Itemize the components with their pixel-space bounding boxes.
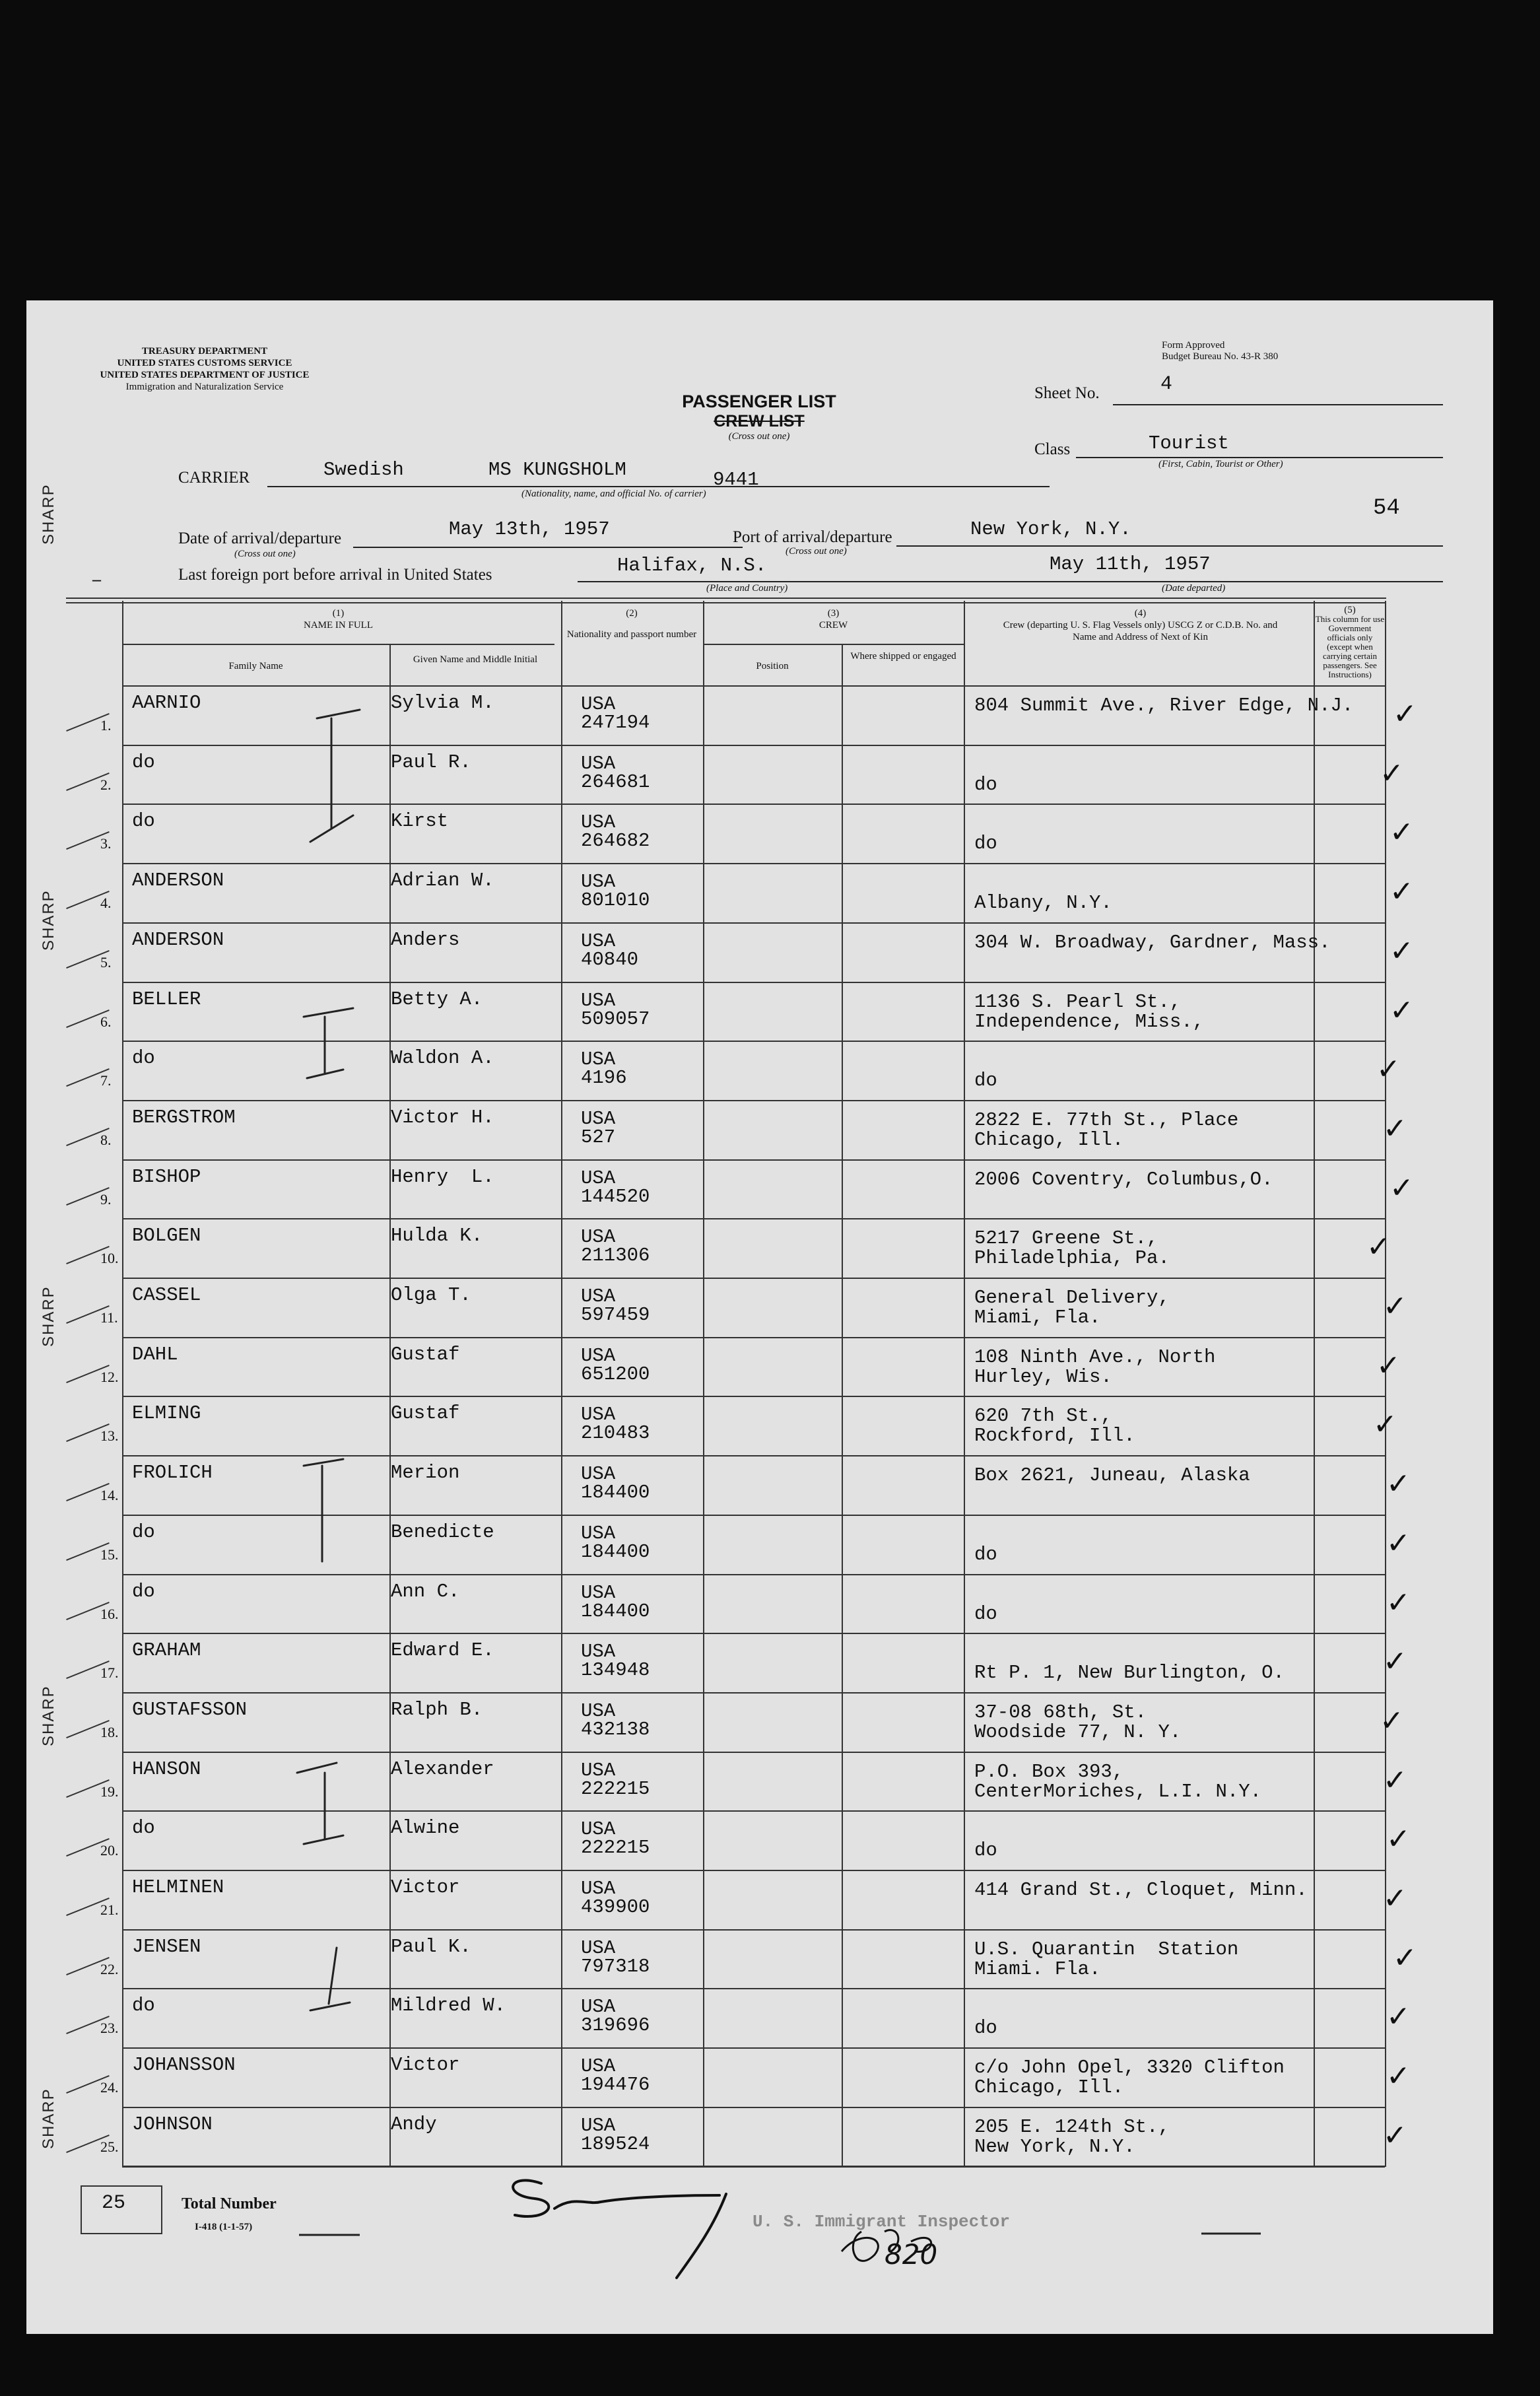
total-number-value: 25 [102, 2192, 126, 2214]
check-mark: ✓ [1389, 875, 1414, 908]
given-name: Sylvia M. [391, 692, 494, 714]
bracket-mark-hanson [297, 1763, 343, 1844]
next-of-kin-address-line-1: P.O. Box 393, [974, 1761, 1124, 1783]
nationality: USA [581, 1878, 616, 1900]
sharp-mark-4: SHARP [40, 1685, 57, 1746]
given-name: Adrian W. [391, 870, 494, 891]
check-mark: ✓ [1366, 1230, 1391, 1264]
row-number: 4. [100, 895, 112, 911]
nationality: USA [581, 1108, 616, 1130]
passport-number: 4196 [581, 1067, 627, 1089]
nationality: USA [581, 2115, 616, 2137]
col2-number: (2) [626, 608, 638, 619]
family-name-header: Family Name [228, 661, 283, 671]
given-name: Ralph B. [391, 1699, 483, 1721]
next-of-kin-address-line-2: Albany, N.Y. [974, 892, 1112, 914]
row-number: 13. [100, 1427, 119, 1444]
nationality: USA [581, 811, 616, 833]
family-name: ANDERSON [132, 929, 224, 951]
class-label: Class [1034, 440, 1071, 458]
agency-line-1: TREASURY DEPARTMENT [141, 346, 268, 357]
check-mark: ✓ [1380, 1704, 1404, 1738]
passport-number: 144520 [581, 1186, 650, 1208]
nationality: USA [581, 1285, 616, 1307]
row-number: 14. [100, 1487, 119, 1503]
nationality: USA [581, 1345, 616, 1367]
nationality: USA [581, 871, 616, 893]
next-of-kin-address-line-1: 2006 Coventry, Columbus,O. [974, 1169, 1273, 1190]
row-number: 10. [100, 1250, 119, 1266]
row-number: 18. [100, 1724, 119, 1740]
passport-number: 211306 [581, 1245, 650, 1266]
passport-number: 184400 [581, 1482, 650, 1503]
inspector-signature [26, 2169, 1493, 2334]
next-of-kin-address-line-1: 414 Grand St., Cloquet, Minn. [974, 1879, 1308, 1901]
col4-title: Crew (departing U. S. Flag Vessels only) USCG Z or C.D.B. No. and Name and Address of Next of Kin [1003, 620, 1278, 642]
passport-number: 184400 [581, 1600, 650, 1622]
row-number: 22. [100, 1961, 119, 1977]
check-mark: ✓ [1389, 815, 1414, 849]
next-of-kin-address-line-1: 108 Ninth Ave., North [974, 1346, 1216, 1368]
sharp-mark-5: SHARP [40, 2088, 57, 2149]
check-mark: ✓ [1386, 1467, 1411, 1501]
passport-number: 40840 [581, 949, 639, 971]
col3-number: (3) [827, 608, 840, 619]
row-number: 1. [100, 717, 112, 734]
bracket-mark-jensen [310, 1948, 350, 2010]
passport-number: 210483 [581, 1422, 650, 1444]
given-name: Benedicte [391, 1521, 494, 1543]
arrival-port-value: New York, N.Y. [970, 518, 1131, 540]
position-header: Position [756, 661, 789, 671]
family-name: JOHANSSON [132, 2054, 236, 2076]
check-mark: ✓ [1383, 1882, 1407, 1915]
next-of-kin-address-line-2: do [974, 2017, 997, 2039]
carrier-ship-name: MS KUNGSHOLM [488, 459, 626, 481]
check-mark: ✓ [1373, 1408, 1397, 1441]
given-name: Alwine [391, 1817, 460, 1839]
check-mark: ✓ [1386, 2000, 1411, 2034]
arrival-date-label: Date of arrival/departure [178, 530, 342, 547]
given-name: Hulda K. [391, 1225, 483, 1247]
passport-number: 432138 [581, 1719, 650, 1740]
given-name-header: Given Name and Middle Initial [413, 654, 538, 665]
passport-number: 509057 [581, 1008, 650, 1030]
departed-date-value: May 11th, 1957 [1050, 553, 1211, 575]
next-of-kin-address-line-2: Rockford, Ill. [974, 1425, 1135, 1447]
next-of-kin-address-line-2: Hurley, Wis. [974, 1366, 1112, 1388]
inspector-stamp: U. S. Immigrant Inspector [753, 2212, 1011, 2232]
next-of-kin-address-line-1: Box 2621, Juneau, Alaska [974, 1464, 1250, 1486]
arrival-port-label: Port of arrival/departure [733, 528, 892, 546]
given-name: Olga T. [391, 1284, 471, 1306]
row-number: 17. [100, 1664, 119, 1681]
family-name: BOLGEN [132, 1225, 201, 1247]
arrival-date-value: May 13th, 1957 [449, 518, 610, 540]
form-number-label: I-418 [195, 2222, 217, 2232]
carrier-nationality: Swedish [323, 459, 404, 481]
agency-line-4: Immigration and Naturalization Service [125, 382, 284, 392]
manifest-sheet [26, 300, 1493, 2334]
agency-line-2: UNITED STATES CUSTOMS SERVICE [117, 358, 292, 368]
nationality: USA [581, 1404, 616, 1425]
row-number: 7. [100, 1072, 112, 1089]
check-mark: ✓ [1376, 1052, 1401, 1086]
given-name: Betty A. [391, 988, 483, 1010]
bracket-mark-frolich [304, 1459, 343, 1561]
passport-number: 134948 [581, 1659, 650, 1681]
passport-number: 319696 [581, 2014, 650, 2036]
next-of-kin-address-line-2: do [974, 1839, 997, 1861]
passport-number: 184400 [581, 1541, 650, 1563]
passport-number: 247194 [581, 712, 650, 734]
class-value: Tourist [1149, 432, 1229, 454]
next-of-kin-address-line-2: do [974, 1544, 997, 1565]
row-number: 23. [100, 2020, 119, 2036]
sheet-number: 4 [1160, 373, 1173, 395]
next-of-kin-address-line-2: Miami. Fla. [974, 1958, 1101, 1980]
family-name: GUSTAFSSON [132, 1699, 248, 1721]
row-number: 21. [100, 1901, 119, 1918]
check-mark: ✓ [1380, 757, 1404, 790]
budget-bureau-number: Budget Bureau No. 43-R 380 [1162, 351, 1279, 362]
row-number: 24. [100, 2079, 119, 2096]
nationality: USA [581, 753, 616, 774]
last-port-label: Last foreign port before arrival in United States [178, 566, 492, 584]
col5-title: This column for use Government officials only (except when carrying certain passengers. See Instructions) [1315, 614, 1385, 679]
next-of-kin-address-line-2: Philadelphia, Pa. [974, 1247, 1170, 1269]
next-of-kin-address-line-1: 37-08 68th, St. [974, 1701, 1147, 1723]
next-of-kin-address-line-2: Rt P. 1, New Burlington, O. [974, 1662, 1285, 1684]
given-name: Andy [391, 2113, 437, 2135]
passport-number: 189524 [581, 2133, 650, 2155]
check-mark: ✓ [1393, 697, 1417, 731]
passport-number: 222215 [581, 1837, 650, 1859]
form-subtitle: CREW LIST [714, 412, 805, 430]
given-name: Anders [391, 929, 460, 951]
passport-number: 801010 [581, 889, 650, 911]
nationality: USA [581, 1582, 616, 1604]
given-name: Henry L. [391, 1166, 494, 1188]
family-name: AARNIO [132, 692, 201, 714]
given-name: Victor [391, 2054, 460, 2076]
family-name: BELLER [132, 988, 201, 1010]
check-mark: ✓ [1389, 994, 1414, 1027]
bracket-mark-aarnio [310, 710, 360, 842]
nationality: USA [581, 1996, 616, 2018]
given-name: Paul R. [391, 751, 471, 773]
check-mark: ✓ [1393, 1941, 1417, 1975]
given-name: Ann C. [391, 1581, 460, 1602]
passport-number: 194476 [581, 2074, 650, 2096]
family-name: GRAHAM [132, 1639, 201, 1661]
nationality: USA [581, 1700, 616, 1722]
given-name: Victor H. [391, 1107, 494, 1128]
carrier-official-number: 9441 [713, 469, 759, 491]
next-of-kin-address-line-2: do [974, 1603, 997, 1625]
col2-title: Nationality and passport number [566, 629, 697, 640]
family-name: do [132, 1047, 155, 1069]
next-of-kin-address-line-1: 1136 S. Pearl St., [974, 991, 1182, 1013]
family-name: BERGSTROM [132, 1107, 236, 1128]
family-name: CASSEL [132, 1284, 201, 1306]
row-number: 11. [100, 1309, 118, 1326]
next-of-kin-address-line-2: CenterMoriches, L.I. N.Y. [974, 1781, 1262, 1802]
given-name: Mildred W. [391, 1995, 506, 2016]
given-name: Merion [391, 1462, 460, 1484]
arrival-date-caption: (Cross out one) [234, 549, 296, 559]
next-of-kin-address-line-2: Chicago, Ill. [974, 1129, 1124, 1151]
check-mark: ✓ [1389, 1171, 1414, 1205]
sharp-mark-2: SHARP [40, 889, 57, 951]
agency-line-3: UNITED STATES DEPARTMENT OF JUSTICE [100, 370, 310, 380]
row-number: 19. [100, 1783, 119, 1800]
next-of-kin-address-line-2: do [974, 774, 997, 796]
check-mark: ✓ [1383, 1289, 1407, 1323]
shipped-header: Where shipped or engaged [850, 651, 956, 662]
form-cross-out-caption: (Cross out one) [728, 431, 790, 442]
family-name: JOHNSON [132, 2113, 213, 2135]
given-name: Victor [391, 1876, 460, 1898]
given-name: Paul K. [391, 1936, 471, 1958]
family-name: do [132, 1817, 155, 1839]
page-number: 54 [1373, 496, 1400, 521]
col1-title: NAME IN FULL [304, 620, 373, 631]
handwritten-marks [26, 300, 1493, 2334]
row-number: 3. [100, 835, 112, 852]
nationality: USA [581, 1226, 616, 1248]
check-mark: ✓ [1389, 934, 1414, 968]
check-mark: ✓ [1383, 1112, 1407, 1146]
sheet-label: Sheet No. [1034, 384, 1100, 402]
row-number: 2. [100, 776, 112, 793]
row-number: 16. [100, 1606, 119, 1622]
next-of-kin-address-line-1: 205 E. 124th St., [974, 2116, 1170, 2138]
form-number-date: (1-1-57) [219, 2222, 253, 2232]
row-number: 15. [100, 1546, 119, 1563]
nationality: USA [581, 1641, 616, 1662]
family-name: HELMINEN [132, 1876, 224, 1898]
passport-number: 651200 [581, 1363, 650, 1385]
margin-dash: – [92, 570, 101, 589]
row-number: 12. [100, 1369, 119, 1385]
given-name: Kirst [391, 810, 449, 832]
next-of-kin-address-line-2: Chicago, Ill. [974, 2076, 1124, 2098]
family-name: HANSON [132, 1758, 201, 1780]
nationality: USA [581, 990, 616, 1011]
passport-number: 222215 [581, 1778, 650, 1800]
family-name: ELMING [132, 1402, 201, 1424]
next-of-kin-address-line-1: U.S. Quarantin Station [974, 1938, 1239, 1960]
nationality: USA [581, 1463, 616, 1485]
row-number: 20. [100, 1842, 119, 1859]
family-name: JENSEN [132, 1936, 201, 1958]
carrier-label: CARRIER [178, 469, 250, 487]
next-of-kin-address-line-2: do [974, 1070, 997, 1091]
form-approved-label: Form Approved [1162, 340, 1225, 351]
row-number: 6. [100, 1013, 112, 1030]
col1-number: (1) [332, 608, 345, 619]
nationality: USA [581, 1523, 616, 1544]
given-name: Gustaf [391, 1344, 460, 1365]
sharp-mark-1: SHARP [40, 483, 57, 545]
carrier-caption: (Nationality, name, and official No. of carrier) [521, 489, 706, 499]
passport-number: 597459 [581, 1304, 650, 1326]
next-of-kin-address-line-1: 5217 Greene St., [974, 1227, 1158, 1249]
departed-date-caption: (Date departed) [1162, 583, 1226, 594]
form-title: PASSENGER LIST [682, 392, 836, 411]
nationality: USA [581, 1048, 616, 1070]
class-caption: (First, Cabin, Tourist or Other) [1158, 459, 1283, 469]
row-number: 9. [100, 1191, 112, 1208]
nationality: USA [581, 930, 616, 952]
last-port-caption: (Place and Country) [706, 583, 788, 594]
row-number: 25. [100, 2139, 119, 2155]
bracket-mark-beller [304, 1008, 353, 1078]
family-name: do [132, 810, 155, 832]
passport-number: 527 [581, 1126, 616, 1148]
family-name: do [132, 751, 155, 773]
next-of-kin-address-line-2: do [974, 833, 997, 854]
given-name: Alexander [391, 1758, 494, 1780]
handwritten-note: 820 [885, 2238, 938, 2271]
check-mark: ✓ [1383, 1763, 1407, 1797]
family-name: ANDERSON [132, 870, 224, 891]
sharp-mark-3: SHARP [40, 1285, 57, 1347]
next-of-kin-address-line-1: General Delivery, [974, 1287, 1170, 1309]
passport-number: 264681 [581, 771, 650, 793]
nationality: USA [581, 1818, 616, 1840]
next-of-kin-address-line-1: 804 Summit Ave., River Edge, N.J. [974, 695, 1354, 716]
next-of-kin-address-line-2: Woodside 77, N. Y. [974, 1721, 1182, 1743]
check-mark: ✓ [1386, 1822, 1411, 1856]
passport-number: 439900 [581, 1896, 650, 1918]
passport-number: 264682 [581, 830, 650, 852]
family-name: do [132, 1521, 155, 1543]
given-name: Waldon A. [391, 1047, 494, 1069]
next-of-kin-address-line-1: c/o John Opel, 3320 Clifton [974, 2057, 1285, 2078]
family-name: DAHL [132, 1344, 178, 1365]
check-mark: ✓ [1386, 1586, 1411, 1620]
next-of-kin-address-line-2: New York, N.Y. [974, 2136, 1135, 2158]
given-name: Edward E. [391, 1639, 494, 1661]
family-name: do [132, 1995, 155, 2016]
nationality: USA [581, 1167, 616, 1189]
check-mark: ✓ [1376, 1349, 1401, 1383]
next-of-kin-address-line-1: 304 W. Broadway, Gardner, Mass. [974, 932, 1331, 953]
nationality: USA [581, 1937, 616, 1959]
next-of-kin-address-line-2: Miami, Fla. [974, 1307, 1101, 1328]
col5-number: (5) [1344, 605, 1356, 615]
next-of-kin-address-line-1: 620 7th St., [974, 1405, 1112, 1427]
col3-title: CREW [819, 620, 848, 631]
arrival-port-caption: (Cross out one) [786, 546, 847, 557]
check-mark: ✓ [1383, 1645, 1407, 1678]
check-mark: ✓ [1386, 2059, 1411, 2093]
next-of-kin-address-line-1: 2822 E. 77th St., Place [974, 1109, 1239, 1131]
last-port-value: Halifax, N.S. [617, 555, 767, 576]
family-name: do [132, 1581, 155, 1602]
row-number: 5. [100, 954, 112, 971]
family-name: FROLICH [132, 1462, 213, 1484]
given-name: Gustaf [391, 1402, 460, 1424]
col4-number: (4) [1134, 608, 1147, 619]
nationality: USA [581, 1760, 616, 1781]
total-number-label: Total Number [182, 2195, 277, 2212]
check-mark: ✓ [1383, 2119, 1407, 2152]
check-mark: ✓ [1386, 1526, 1411, 1560]
passport-number: 797318 [581, 1956, 650, 1977]
row-number: 8. [100, 1132, 112, 1148]
nationality: USA [581, 693, 616, 715]
nationality: USA [581, 2055, 616, 2077]
next-of-kin-address-line-2: Independence, Miss., [974, 1011, 1205, 1033]
family-name: BISHOP [132, 1166, 201, 1188]
